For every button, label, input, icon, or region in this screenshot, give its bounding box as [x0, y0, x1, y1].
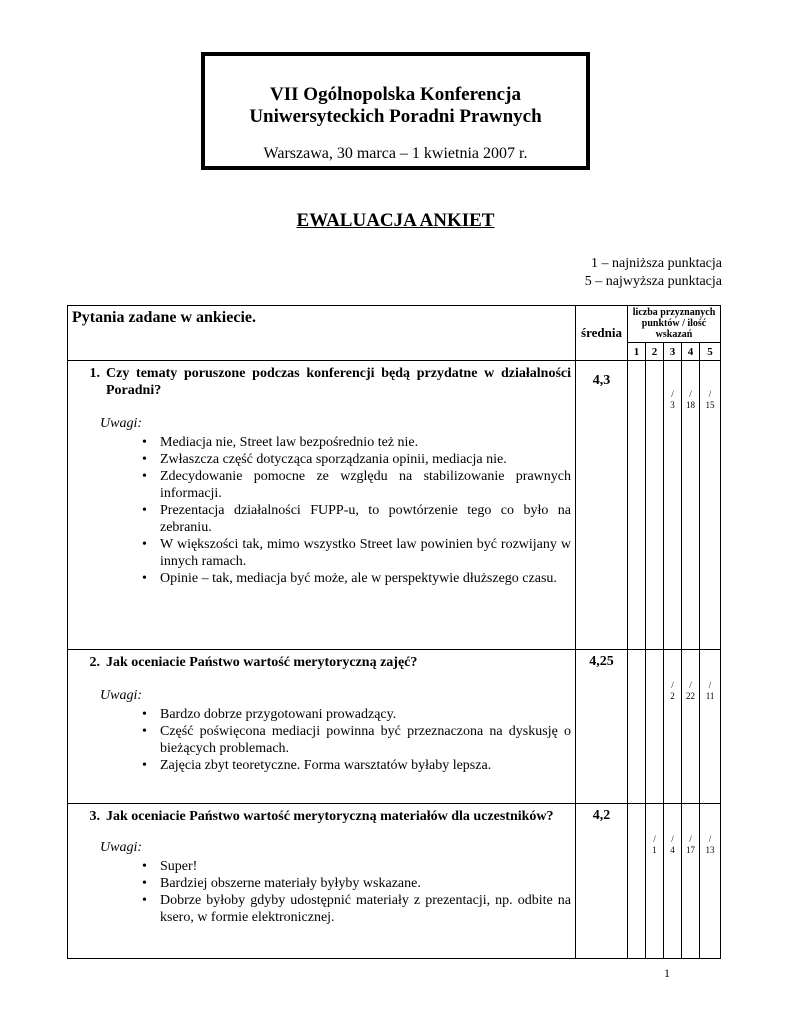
count-score-2: / 1: [646, 804, 664, 959]
list-item: • Część poświęcona mediacji powinna być przeznaczona na dyskusję o bieżących problemach.: [160, 723, 571, 757]
question-number: 3.: [89, 809, 100, 824]
question-cell: [68, 804, 576, 959]
table-row: [68, 361, 721, 650]
table-row: [68, 804, 721, 959]
header-score-5: 5: [700, 343, 721, 361]
list-item: • Bardzo dobrze przygotowani prowadzący.: [160, 706, 571, 723]
count-score-4: / 22: [682, 650, 700, 804]
scoring-legend: [585, 255, 722, 291]
count-value: 18: [686, 400, 695, 410]
list-item: • Bardziej obszerne materiały byłyby wskazane.: [160, 875, 571, 892]
conference-title-box: [201, 52, 590, 170]
count-score-4: / 18: [682, 361, 700, 650]
table-row: [68, 650, 721, 804]
remarks-list: [72, 858, 571, 926]
remarks-list: [72, 706, 571, 774]
list-item: • W większości tak, mimo wszystko Street law powinien być rozwijany w innych ramach.: [160, 536, 571, 570]
list-item: • Super!: [160, 858, 571, 875]
question-cell: [68, 361, 576, 650]
count-value: 22: [686, 691, 695, 701]
count-score-4: / 17: [682, 804, 700, 959]
list-item: • Zwłaszcza część dotycząca sporządzania opinii, mediacja nie.: [160, 451, 571, 468]
conference-title-line2: Uniwersyteckich Poradni Prawnych: [249, 106, 542, 127]
scoring-legend-high: 5 – najwyższa punktacja: [584, 274, 722, 289]
question-number: 2.: [89, 655, 100, 670]
count-score-5: / 13: [700, 804, 721, 959]
header-questions: Pytania zadane w ankiecie.: [68, 306, 576, 361]
question-number: 1.: [89, 366, 100, 381]
count-value: 13: [705, 845, 715, 855]
conference-date-place: Warszawa, 30 marca – 1 kwietnia 2007 r.: [263, 145, 528, 162]
count-value: 17: [686, 845, 695, 855]
average-score: 4,3: [576, 361, 628, 650]
list-item: • Opinie – tak, mediacja być może, ale w perspektywie dłuższego czasu.: [160, 570, 571, 587]
question-text: Jak oceniacie Państwo wartość merytoryczną zajęć?: [106, 655, 418, 670]
count-value: 4: [670, 845, 675, 855]
survey-results-table: [67, 305, 721, 959]
count-score-5: / 15: [700, 361, 721, 650]
header-score-3: 3: [664, 343, 682, 361]
scoring-legend-low: 1 – najniższa punktacja: [590, 256, 722, 271]
count-value: 2: [670, 691, 675, 701]
remarks-label: Uwagi:: [100, 688, 142, 703]
count-score-2: [646, 361, 664, 650]
count-value: 15: [705, 400, 715, 410]
count-score-2: [646, 650, 664, 804]
header-score-4: 4: [682, 343, 700, 361]
list-item: • Zajęcia zbyt teoretyczne. Forma warsztatów byłaby lepsza.: [160, 757, 571, 774]
list-item: • Mediacja nie, Street law bezpośrednio też nie.: [160, 434, 571, 451]
list-item: • Zdecydowanie pomocne ze względu na stabilizowanie prawnych informacji.: [160, 468, 571, 502]
count-score-3: / 4: [664, 804, 682, 959]
conference-title-line1: VII Ogólnopolska Konferencja: [270, 84, 521, 105]
count-score-1: [628, 650, 646, 804]
list-item: • Dobrze byłoby gdyby udostępnić materiały z prezentacji, np. odbite na ksero, w formie elektronicznej.: [160, 892, 571, 926]
count-score-1: [628, 361, 646, 650]
count-value: 1: [652, 845, 657, 855]
question-text: Czy tematy poruszone podczas konferencji będą przydatne w działalności Poradni?: [106, 366, 571, 398]
header-score-2: 2: [646, 343, 664, 361]
count-score-3: / 2: [664, 650, 682, 804]
remarks-list: [72, 434, 571, 587]
remarks-label: Uwagi:: [100, 840, 142, 855]
remarks-label: Uwagi:: [100, 416, 142, 431]
question-cell: [68, 650, 576, 804]
page-number: 1: [664, 966, 670, 980]
header-score-counts: liczba przyznanych punktów / ilość wskazań: [628, 306, 721, 343]
count-value: 11: [705, 691, 715, 701]
average-score: 4,2: [576, 804, 628, 959]
count-value: 3: [670, 400, 675, 410]
count-score-1: [628, 804, 646, 959]
question-text: Jak oceniacie Państwo wartość merytoryczną materiałów dla uczestników?: [106, 809, 554, 824]
header-score-1: 1: [628, 343, 646, 361]
document-heading: EWALUACJA ANKIET: [296, 210, 495, 231]
average-score: 4,25: [576, 650, 628, 804]
header-average: średnia: [576, 306, 628, 361]
count-score-5: / 11: [700, 650, 721, 804]
list-item: • Prezentacja działalności FUPP-u, to powtórzenie tego co było na zebraniu.: [160, 502, 571, 536]
count-score-3: / 3: [664, 361, 682, 650]
